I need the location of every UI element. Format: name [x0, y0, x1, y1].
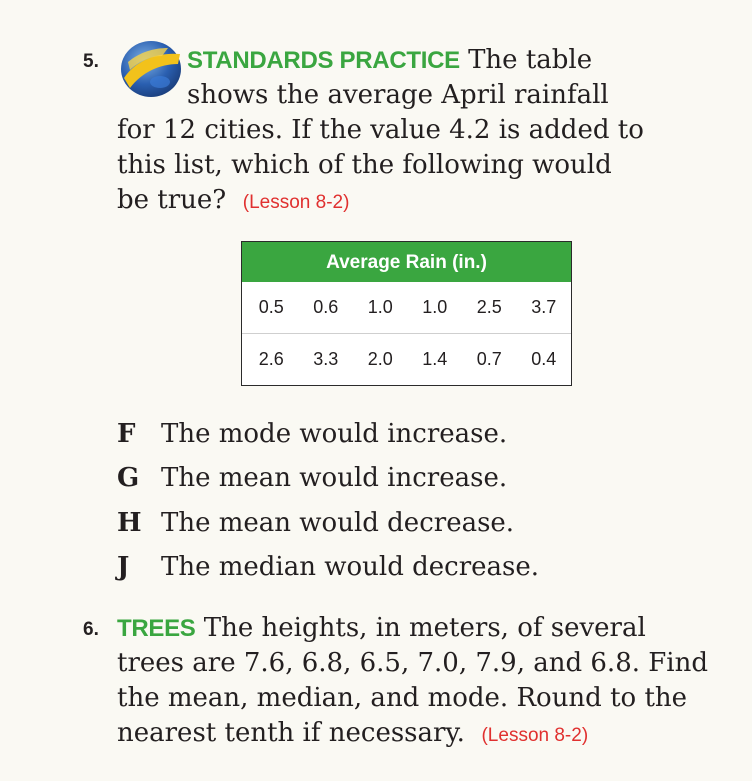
- question-5-text-1: The table: [459, 45, 593, 75]
- table-cell: 2.0: [367, 349, 393, 369]
- option-text: The median would decrease.: [161, 552, 540, 582]
- question-6-line-4: [117, 716, 588, 753]
- table-cell: 0.4: [531, 349, 557, 369]
- standards-practice-globe-icon: [118, 38, 184, 100]
- lesson-reference: (Lesson 8-2): [481, 725, 589, 746]
- option-g[interactable]: [117, 461, 507, 496]
- question-5-number: 5.: [83, 51, 99, 72]
- option-j[interactable]: [117, 550, 539, 585]
- table-cell: 0.5: [258, 297, 284, 317]
- table-cell: 0.7: [476, 349, 502, 369]
- question-5-line-5: [117, 183, 349, 220]
- option-text: The mean would increase.: [161, 463, 508, 493]
- question-5-line-4: this list, which of the following would: [117, 150, 612, 180]
- question-6-line-3: the mean, median, and mode. Round to the: [117, 683, 688, 713]
- option-letter: H: [117, 508, 142, 538]
- question-6-line-2: trees are 7.6, 6.8, 6.5, 7.0, 7.9, and 6.8. Find: [117, 648, 709, 678]
- table-cell: 2.5: [476, 297, 502, 317]
- question-6-number: 6.: [83, 619, 99, 640]
- option-h[interactable]: [117, 506, 514, 541]
- standards-practice-label: STANDARDS PRACTICE: [187, 47, 460, 74]
- table-row: [242, 333, 571, 385]
- question-6-text-1: The heights, in meters, of several: [195, 613, 646, 643]
- option-letter: G: [117, 463, 140, 493]
- question-5-line-1: [187, 43, 592, 78]
- lesson-reference: (Lesson 8-2): [242, 192, 350, 213]
- table-cell: 1.4: [422, 349, 448, 369]
- option-letter: J: [117, 552, 130, 582]
- table-header: Average Rain (in.): [242, 242, 571, 282]
- option-text: The mode would increase.: [161, 419, 508, 449]
- table-cell: 3.3: [313, 349, 339, 369]
- option-text: The mean would decrease.: [161, 508, 515, 538]
- table-cell: 3.7: [531, 297, 557, 317]
- option-f[interactable]: [117, 417, 507, 452]
- average-rain-table: [241, 241, 572, 386]
- question-6-text-4: nearest tenth if necessary.: [117, 718, 465, 748]
- table-cell: 2.6: [258, 349, 284, 369]
- question-5-line-2: shows the average April rainfall: [187, 80, 609, 110]
- table-cell: 0.6: [313, 297, 339, 317]
- table-row: [242, 282, 571, 333]
- question-5-text-5: be true?: [117, 185, 227, 215]
- trees-label: TREES: [117, 615, 196, 642]
- table-cell: 1.0: [422, 297, 448, 317]
- option-letter: F: [117, 419, 136, 449]
- question-5-line-3: for 12 cities. If the value 4.2 is added to: [117, 115, 644, 145]
- table-cell: 1.0: [367, 297, 393, 317]
- question-6-line-1: [117, 611, 646, 646]
